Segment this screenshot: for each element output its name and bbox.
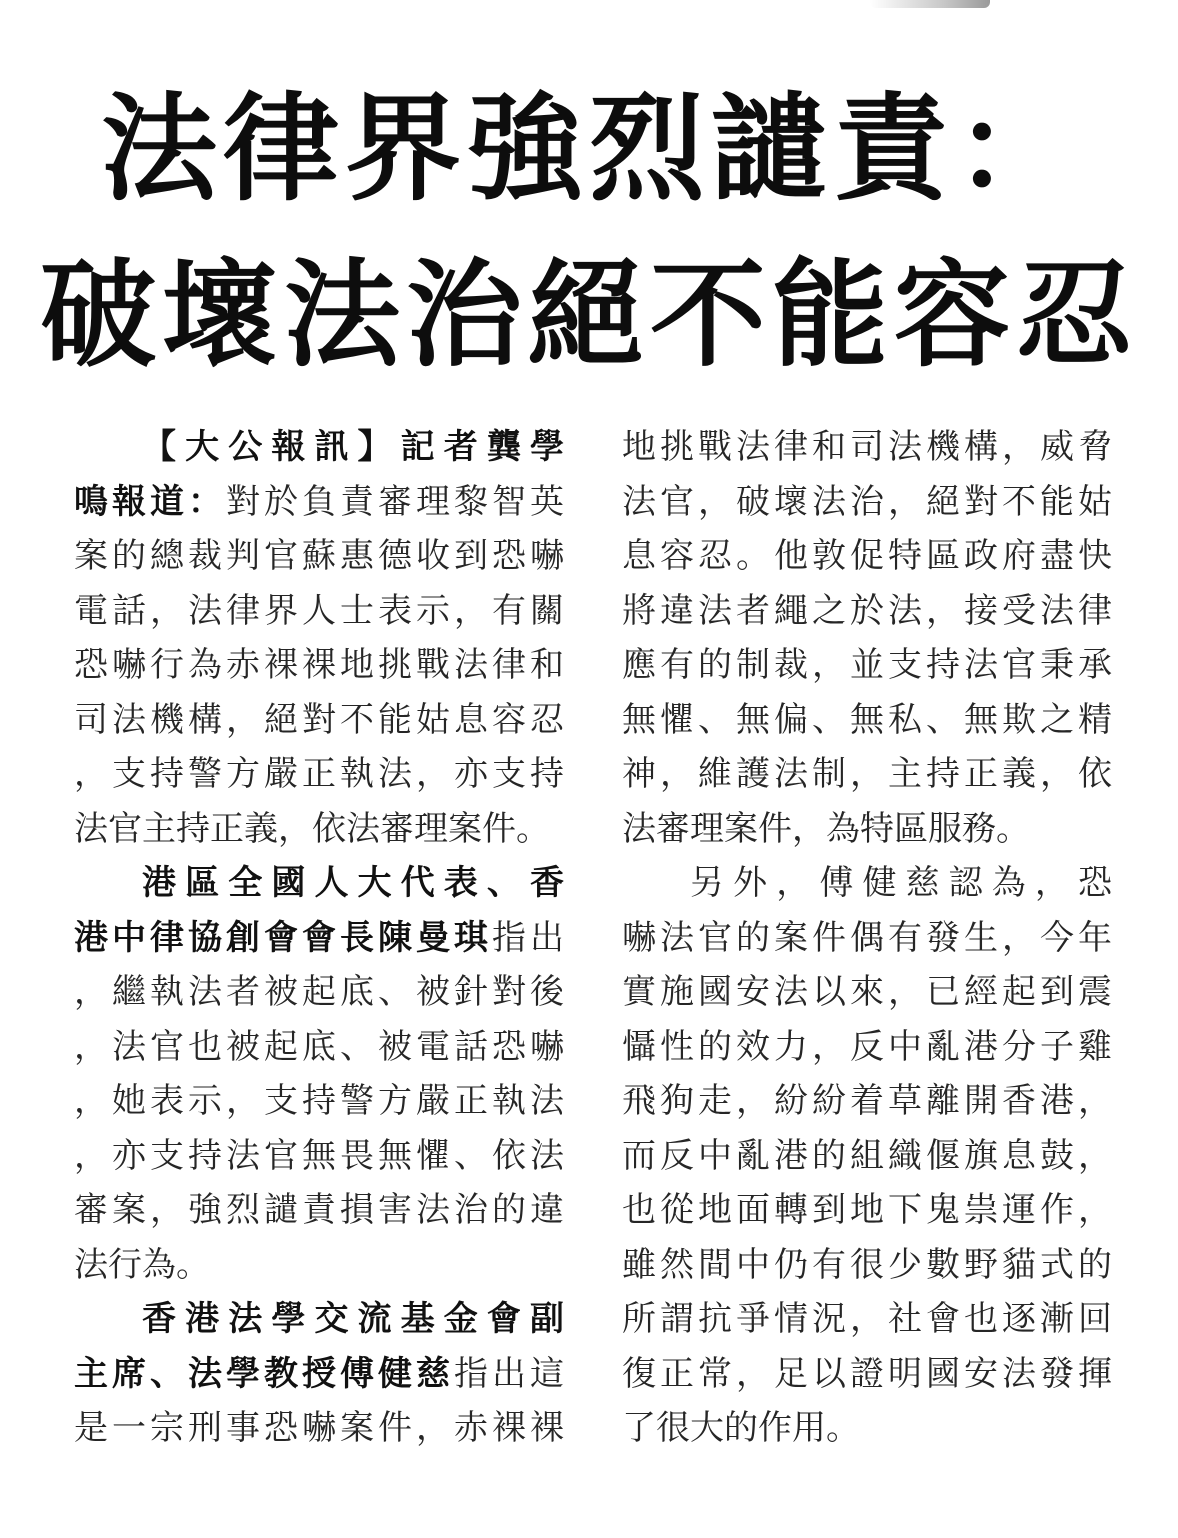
article-line xyxy=(622,1238,1112,1293)
article-line xyxy=(74,1238,564,1293)
article-line xyxy=(622,1292,1112,1347)
article-bold-text: 港中律協創會會長陳曼琪 xyxy=(74,917,492,958)
article-bold-text: 港區全國人大代表、香 xyxy=(142,863,564,903)
article-text: 另外，傅健慈認為，恐 xyxy=(690,863,1112,903)
article-text: 法官主持正義，依法審理案件。 xyxy=(74,808,550,849)
article-line xyxy=(622,1020,1112,1075)
article-line xyxy=(74,1292,564,1347)
article-line xyxy=(622,856,1112,911)
article-line xyxy=(622,529,1112,584)
article-line xyxy=(622,747,1112,802)
article-text: 所謂抗爭情況，社會也逐漸回 xyxy=(622,1299,1112,1339)
article-line xyxy=(622,802,1112,857)
article-text: 法行為。 xyxy=(74,1244,210,1285)
article-line xyxy=(74,475,564,530)
article-column-right xyxy=(622,420,1112,1456)
article-bold-text: 香港法學交流基金會副 xyxy=(142,1299,564,1339)
article-line xyxy=(622,693,1112,748)
article-text: 復正常，足以證明國安法發揮 xyxy=(622,1353,1112,1394)
article-text: 了很大的作用。 xyxy=(622,1408,860,1448)
article-line xyxy=(74,1401,564,1456)
article-text: 無懼、無偏、無私、無欺之精 xyxy=(622,699,1112,740)
page-edge-shadow xyxy=(870,0,990,8)
article-line xyxy=(74,1020,564,1075)
article-text: 飛狗走，紛紛着草離開香港， xyxy=(622,1081,1112,1121)
article-line xyxy=(74,638,564,693)
article-line xyxy=(74,529,564,584)
article-text: 指出這 xyxy=(454,1353,564,1394)
article-line xyxy=(622,420,1112,475)
article-line xyxy=(622,911,1112,966)
article-line xyxy=(74,693,564,748)
article-line xyxy=(74,584,564,639)
article-text: 神，維護法制，主持正義，依 xyxy=(622,754,1112,794)
article-text: ，繼執法者被起底、被針對後 xyxy=(74,972,564,1012)
article-text: 恐嚇行為赤裸裸地挑戰法律和 xyxy=(74,645,564,685)
article-text: 是一宗刑事恐嚇案件，赤裸裸 xyxy=(74,1408,564,1448)
article-line xyxy=(622,965,1112,1020)
article-text: 地挑戰法律和司法機構，威脅 xyxy=(622,427,1112,467)
article-line xyxy=(74,747,564,802)
article-text: 息容忍。他敦促特區政府盡快 xyxy=(622,536,1112,576)
article-bold-text: 鳴報道： xyxy=(74,481,226,522)
article-line xyxy=(622,1129,1112,1184)
article-line xyxy=(74,1129,564,1184)
article-text: ，支持警方嚴正執法，亦支持 xyxy=(74,754,564,794)
article-bold-text: 【大公報訊】記者龔學 xyxy=(142,427,564,467)
article-text: 指出 xyxy=(492,917,564,958)
article-line xyxy=(74,802,564,857)
article-line xyxy=(74,1183,564,1238)
article-text: 應有的制裁，並支持法官秉承 xyxy=(622,645,1112,685)
article-line xyxy=(74,1347,564,1402)
article-line xyxy=(74,911,564,966)
article-text: ，她表示，支持警方嚴正執法 xyxy=(74,1081,564,1121)
article-line xyxy=(74,1074,564,1129)
article-line xyxy=(622,1183,1112,1238)
article-text: ，亦支持法官無畏無懼、依法 xyxy=(74,1135,564,1176)
article-text: 對於負責審理黎智英 xyxy=(226,481,564,522)
article-text: 電話，法律界人士表示，有關 xyxy=(74,590,564,631)
article-line xyxy=(622,1401,1112,1456)
article-bold-text: 主席、法學教授傅健慈 xyxy=(74,1353,454,1394)
article-line xyxy=(622,638,1112,693)
article-line xyxy=(622,1074,1112,1129)
article-line xyxy=(622,475,1112,530)
article-line xyxy=(622,1347,1112,1402)
article-column-left xyxy=(74,420,564,1456)
article-text: 將違法者繩之於法，接受法律 xyxy=(622,590,1112,631)
article-text: 司法機構，絕對不能姑息容忍 xyxy=(74,699,564,740)
article-text: ，法官也被起底、被電話恐嚇 xyxy=(74,1026,564,1067)
article-text: 而反中亂港的組織偃旗息鼓， xyxy=(622,1135,1112,1176)
article-text: 法審理案件，為特區服務。 xyxy=(622,808,1030,849)
article-text: 實施國安法以來，已經起到震 xyxy=(622,972,1112,1012)
article-line xyxy=(74,856,564,911)
article-text: 雖然間中仍有很少數野貓式的 xyxy=(622,1244,1112,1285)
article-text: 懾性的效力，反中亂港分子雞 xyxy=(622,1026,1112,1067)
article-line xyxy=(622,584,1112,639)
article-text: 也從地面轉到地下鬼祟運作， xyxy=(622,1190,1112,1230)
article-line xyxy=(74,420,564,475)
article-text: 嚇法官的案件偶有發生，今年 xyxy=(622,917,1112,958)
article-text: 法官，破壞法治，絕對不能姑 xyxy=(622,481,1112,522)
headline-line-1: 法律界強烈譴責： xyxy=(101,82,1077,217)
headline-line-2: 破壞法治絕不能容忍 xyxy=(40,248,1138,383)
article-line xyxy=(74,965,564,1020)
article-text: 案的總裁判官蘇惠德收到恐嚇 xyxy=(74,536,564,576)
article-text: 審案，強烈譴責損害法治的違 xyxy=(74,1190,564,1230)
